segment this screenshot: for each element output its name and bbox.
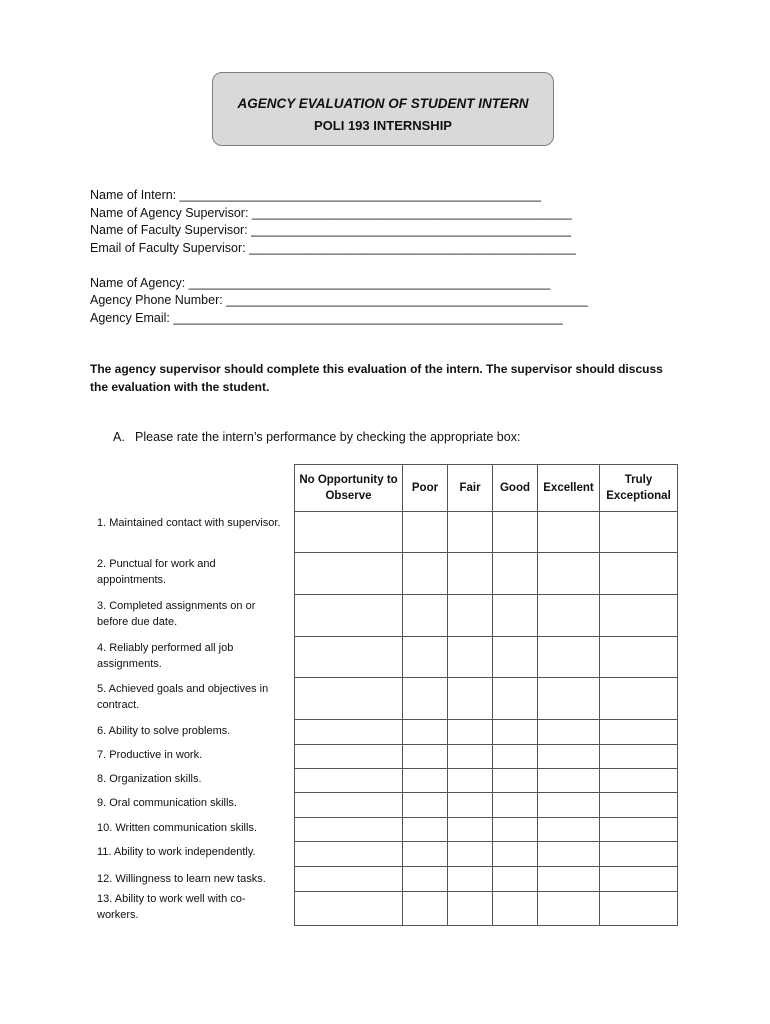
rating-checkbox-no-opportunity[interactable]	[295, 595, 403, 637]
item-label: 10. Written communication skills.	[97, 822, 257, 834]
rating-row	[295, 892, 678, 926]
rating-checkbox-truly-exceptional[interactable]	[600, 553, 678, 595]
rating-checkbox-excellent[interactable]	[538, 867, 600, 892]
rating-checkbox-fair[interactable]	[448, 867, 493, 892]
rating-row	[295, 867, 678, 892]
rating-checkbox-no-opportunity[interactable]	[295, 842, 403, 867]
rating-checkbox-good[interactable]	[493, 892, 538, 926]
rating-checkbox-truly-exceptional[interactable]	[600, 745, 678, 769]
rating-checkbox-good[interactable]	[493, 553, 538, 595]
rating-checkbox-no-opportunity[interactable]	[295, 678, 403, 720]
col-good: Good	[493, 465, 538, 512]
rating-row	[295, 818, 678, 842]
item-label: 12. Willingness to learn new tasks.	[97, 873, 266, 885]
item-label: 8. Organization skills.	[97, 773, 202, 785]
rating-body	[295, 512, 678, 926]
rating-checkbox-poor[interactable]	[403, 818, 448, 842]
rating-checkbox-good[interactable]	[493, 678, 538, 720]
rating-checkbox-excellent[interactable]	[538, 745, 600, 769]
rating-checkbox-poor[interactable]	[403, 637, 448, 678]
rating-checkbox-good[interactable]	[493, 637, 538, 678]
rating-checkbox-no-opportunity[interactable]	[295, 818, 403, 842]
section-a-heading	[113, 430, 520, 444]
rating-checkbox-good[interactable]	[493, 769, 538, 793]
rating-checkbox-no-opportunity[interactable]	[295, 867, 403, 892]
rating-checkbox-poor[interactable]	[403, 793, 448, 818]
rating-checkbox-truly-exceptional[interactable]	[600, 793, 678, 818]
col-poor: Poor	[403, 465, 448, 512]
rating-row	[295, 745, 678, 769]
rating-checkbox-poor[interactable]	[403, 842, 448, 867]
item-label: 1. Maintained contact with supervisor.	[97, 517, 281, 529]
item-label: 6. Ability to solve problems.	[97, 725, 231, 737]
rating-checkbox-truly-exceptional[interactable]	[600, 678, 678, 720]
rating-checkbox-truly-exceptional[interactable]	[600, 818, 678, 842]
field-faculty-supervisor[interactable]: Name of Faculty Supervisor: ______________________________________________	[90, 223, 571, 237]
rating-row	[295, 553, 678, 595]
rating-checkbox-excellent[interactable]	[538, 818, 600, 842]
field-agency-email[interactable]: Agency Email: ________________________________________________________	[90, 311, 563, 325]
rating-checkbox-truly-exceptional[interactable]	[600, 867, 678, 892]
rating-checkbox-poor[interactable]	[403, 892, 448, 926]
rating-checkbox-poor[interactable]	[403, 720, 448, 745]
rating-row	[295, 678, 678, 720]
col-excellent: Excellent	[538, 465, 600, 512]
rating-row	[295, 793, 678, 818]
item-label: 3. Completed assignments on or before due date.	[97, 600, 256, 628]
rating-checkbox-excellent[interactable]	[538, 793, 600, 818]
rating-header-row	[295, 465, 678, 512]
rating-checkbox-poor[interactable]	[403, 769, 448, 793]
item-label: 13. Ability to work well with co-workers.	[97, 893, 246, 921]
rating-checkbox-truly-exceptional[interactable]	[600, 720, 678, 745]
rating-row	[295, 512, 678, 553]
rating-checkbox-fair[interactable]	[448, 595, 493, 637]
rating-checkbox-truly-exceptional[interactable]	[600, 769, 678, 793]
form-subtitle: POLI 193 INTERNSHIP	[314, 118, 452, 133]
rating-checkbox-good[interactable]	[493, 595, 538, 637]
item-label: 11. Ability to work independently.	[97, 846, 256, 858]
item-label: 9. Oral communication skills.	[97, 797, 237, 809]
rating-row	[295, 637, 678, 678]
rating-checkbox-excellent[interactable]	[538, 595, 600, 637]
field-agency-phone[interactable]: Agency Phone Number: ____________________________________________________	[90, 293, 588, 307]
rating-checkbox-good[interactable]	[493, 818, 538, 842]
rating-checkbox-fair[interactable]	[448, 678, 493, 720]
rating-checkbox-fair[interactable]	[448, 842, 493, 867]
col-fair: Fair	[448, 465, 493, 512]
rating-checkbox-excellent[interactable]	[538, 842, 600, 867]
item-label: 5. Achieved goals and objectives in contract.	[97, 683, 269, 711]
col-no-opportunity: No Opportunity to Observe	[295, 465, 403, 512]
rating-row	[295, 842, 678, 867]
rating-checkbox-good[interactable]	[493, 512, 538, 553]
rating-checkbox-excellent[interactable]	[538, 512, 600, 553]
rating-checkbox-truly-exceptional[interactable]	[600, 892, 678, 926]
rating-checkbox-fair[interactable]	[448, 745, 493, 769]
rating-checkbox-no-opportunity[interactable]	[295, 553, 403, 595]
rating-checkbox-good[interactable]	[493, 842, 538, 867]
rating-checkbox-excellent[interactable]	[538, 678, 600, 720]
rating-checkbox-excellent[interactable]	[538, 892, 600, 926]
rating-checkbox-no-opportunity[interactable]	[295, 793, 403, 818]
rating-checkbox-good[interactable]	[493, 867, 538, 892]
rating-row	[295, 769, 678, 793]
rating-checkbox-good[interactable]	[493, 720, 538, 745]
rating-checkbox-good[interactable]	[493, 745, 538, 769]
rating-row	[295, 720, 678, 745]
field-agency-name[interactable]: Name of Agency: ____________________________________________________	[90, 276, 551, 290]
rating-checkbox-poor[interactable]	[403, 678, 448, 720]
rating-checkbox-fair[interactable]	[448, 512, 493, 553]
rating-checkbox-no-opportunity[interactable]	[295, 745, 403, 769]
rating-checkbox-poor[interactable]	[403, 595, 448, 637]
rating-checkbox-truly-exceptional[interactable]	[600, 595, 678, 637]
rating-checkbox-no-opportunity[interactable]	[295, 512, 403, 553]
form-title-box	[212, 72, 554, 146]
field-faculty-supervisor-email[interactable]: Email of Faculty Supervisor: _______________________________________________	[90, 241, 576, 255]
rating-checkbox-fair[interactable]	[448, 892, 493, 926]
rating-checkbox-excellent[interactable]	[538, 553, 600, 595]
rating-checkbox-poor[interactable]	[403, 512, 448, 553]
rating-checkbox-truly-exceptional[interactable]	[600, 842, 678, 867]
section-a-text: Please rate the intern’s performance by checking the appropriate box:	[135, 430, 521, 444]
rating-checkbox-fair[interactable]	[448, 553, 493, 595]
rating-checkbox-fair[interactable]	[448, 637, 493, 678]
rating-checkbox-fair[interactable]	[448, 793, 493, 818]
rating-checkbox-poor[interactable]	[403, 553, 448, 595]
rating-checkbox-no-opportunity[interactable]	[295, 720, 403, 745]
rating-checkbox-no-opportunity[interactable]	[295, 637, 403, 678]
rating-checkbox-no-opportunity[interactable]	[295, 892, 403, 926]
section-a-letter: A.	[113, 430, 125, 444]
rating-table	[294, 464, 678, 926]
rating-checkbox-no-opportunity[interactable]	[295, 769, 403, 793]
rating-row	[295, 595, 678, 637]
item-label: 2. Punctual for work and appointments.	[97, 558, 216, 586]
rating-checkbox-poor[interactable]	[403, 745, 448, 769]
rating-checkbox-excellent[interactable]	[538, 637, 600, 678]
field-agency-supervisor[interactable]: Name of Agency Supervisor: ______________________________________________	[90, 206, 572, 220]
item-label: 7. Productive in work.	[97, 749, 203, 761]
instructions-text: The agency supervisor should complete this evaluation of the intern. The supervisor should discuss the evaluation with the student.	[90, 362, 663, 394]
rating-checkbox-truly-exceptional[interactable]	[600, 512, 678, 553]
form-title: AGENCY EVALUATION OF STUDENT INTERN	[237, 96, 529, 111]
item-label: 4. Reliably performed all job assignments.	[97, 642, 234, 670]
rating-checkbox-good[interactable]	[493, 793, 538, 818]
field-intern-name[interactable]: Name of Intern: ____________________________________________________	[90, 188, 542, 202]
rating-checkbox-excellent[interactable]	[538, 769, 600, 793]
col-truly-exceptional: Truly Exceptional	[600, 465, 678, 512]
rating-checkbox-fair[interactable]	[448, 818, 493, 842]
rating-checkbox-truly-exceptional[interactable]	[600, 637, 678, 678]
rating-checkbox-fair[interactable]	[448, 720, 493, 745]
rating-checkbox-excellent[interactable]	[538, 720, 600, 745]
rating-checkbox-fair[interactable]	[448, 769, 493, 793]
rating-checkbox-poor[interactable]	[403, 867, 448, 892]
